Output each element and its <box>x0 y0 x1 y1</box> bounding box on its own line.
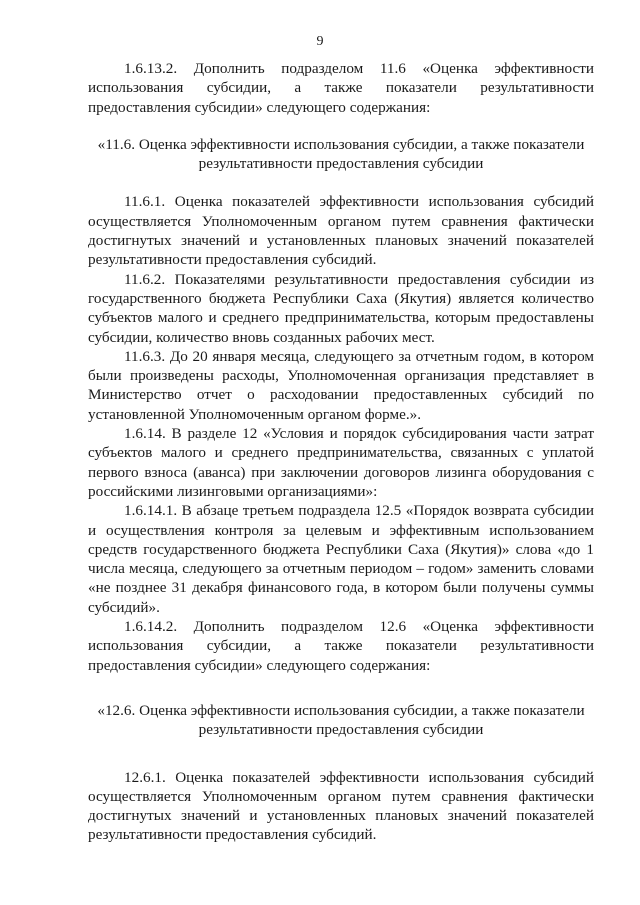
document-body <box>88 59 594 845</box>
page-number: 9 <box>316 34 324 49</box>
paragraph-11-6-1: 11.6.1. Оценка показателей эффективности использования субсидий осуществляется Уполномоченным органом путем сравнения фактически достигнутых значений и установленных плановых значений показателей результативности предоставления субсидий. <box>88 193 594 269</box>
section-heading-12-6: «12.6. Оценка эффективности использования субсидии, а также показатели результативности предоставления субсидии <box>97 701 585 739</box>
paragraph-12-6-1: 12.6.1. Оценка показателей эффективности использования субсидий осуществляется Уполномоченным органом путем сравнения фактически достигнутых значений и установленных плановых значений показателей результативности предоставления субсидий. <box>88 768 594 844</box>
section-heading-11-6: «11.6. Оценка эффективности использования субсидии, а также показатели результативности предоставления субсидии <box>97 135 585 173</box>
paragraph-11-6-3: 11.6.3. До 20 января месяца, следующего за отчетным годом, в котором были произведены расходы, Уполномоченная организация представляет в Министерство отчет о расходовании предоставленных субсидий по установленной Уполномоченным органом форме.». <box>88 347 594 423</box>
paragraph-11-6-2: 11.6.2. Показателями результативности предоставления субсидии из государственного бюджета Республики Саха (Якутия) является количество субъектов малого и среднего предпринимательства, которым предоставлены субсидии, количество вновь созданных рабочих мест. <box>88 270 594 346</box>
paragraph-1-6-14: 1.6.14. В разделе 12 «Условия и порядок субсидирования части затрат субъектов малого и среднего предпринимательства, связанных с уплатой первого взноса (аванса) при заключении договоров лизинга оборудования с российскими лизинговыми организациями»: <box>88 425 594 500</box>
paragraph-1-6-14-1: 1.6.14.1. В абзаце третьем подраздела 12.5 «Порядок возврата субсидии и осуществления контроля за целевым и эффективным использованием средств государственного бюджета Республики Саха (Якутия)» слова «до 1 числа месяца, следующего за отчетным периодом – годом» заменить словами «не позднее 31 декабря финансового года, в котором были получены суммы субсидий». <box>88 502 594 616</box>
paragraph-1-6-14-2: 1.6.14.2. Дополнить подразделом 12.6 «Оценка эффективности использования субсидии, а также показатели результативности предоставления субсидии» следующего содержания: <box>88 618 594 674</box>
paragraph-1-6-13-2: 1.6.13.2. Дополнить подразделом 11.6 «Оценка эффективности использования субсидии, а также показатели результативности предоставления субсидии» следующего содержания: <box>88 60 594 116</box>
